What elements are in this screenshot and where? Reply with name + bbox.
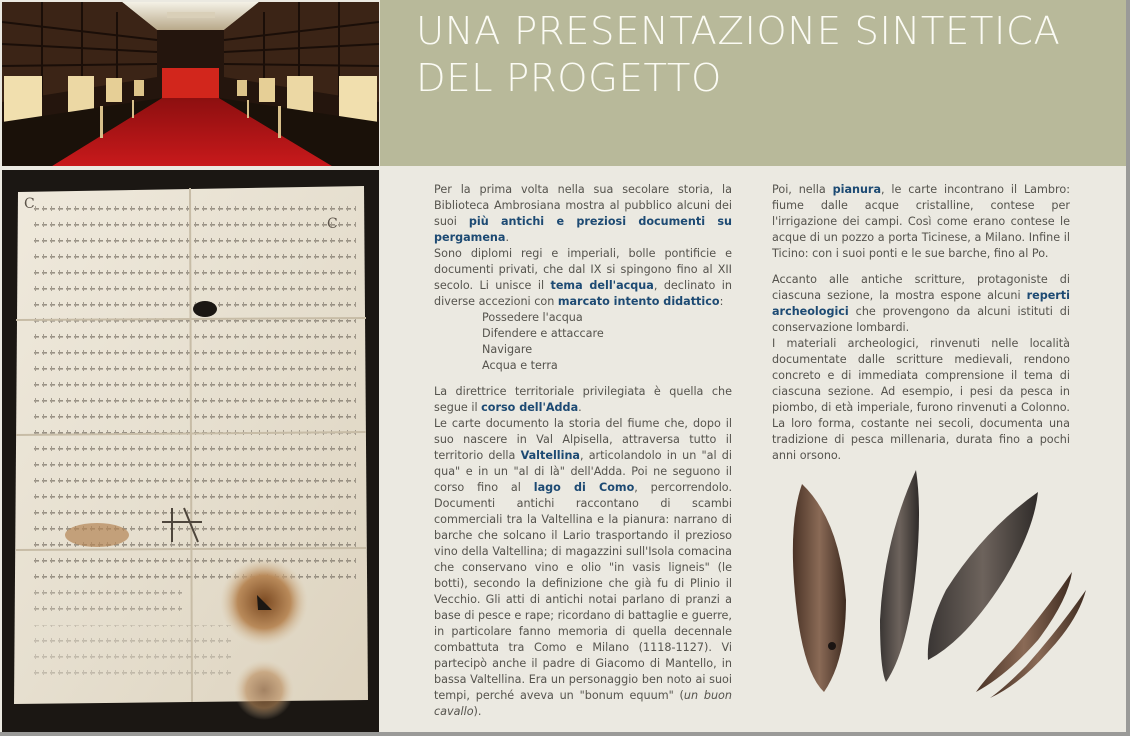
text-segment: Accanto alle antiche scritture, protagoniste di ciascuna sezione, la mostra espone alcuni <box>772 273 1070 302</box>
title-band <box>380 0 1126 166</box>
paragraph-documents <box>434 246 732 310</box>
text-segment: , articolandolo in un "al di qua" e in un "al di là" dell'Adda. Poi ne seguono il corso fino al <box>434 449 732 494</box>
svg-text:C: C <box>24 196 35 212</box>
text-segment: . <box>505 231 509 244</box>
italic-text: un buon cavallo <box>434 689 732 718</box>
page-edge-right <box>1126 0 1130 736</box>
lead-weights-image <box>776 470 1096 715</box>
title-line-1: UNA PRESENTAZIONE SINTETICA <box>416 9 1061 54</box>
list-item: Navigare <box>482 343 533 356</box>
page-edge-bottom <box>0 732 1130 736</box>
library-photo <box>2 2 379 166</box>
text-segment: , percorrendolo. Documenti antichi raccontano di scambi commerciali tra la Valtellina e la pianura: narrano di barche che solcano il Lario trasportando il prezioso vino della Valtellina; di magazzini sull'Isola comacina che conservano vino e olio "in vasis ligneis" (le botti), secondo la definizione che già fu di Plinio il Vecchio. Gli atti di antichi notai parlano di pranzi a base di pesce e rape; ricordano di battaglie e guerre, in particolare fanno memoria di quella decennale combattuta tra Como e Milano (1118-1127). Vi partecipò anche il padre di Giacomo di Mantello, in bassa Valtellina. Era un personaggio ben noto ai suoi tempi, perché aveva un "bonum equum" ( <box>434 481 733 702</box>
paragraph-adda <box>434 384 732 416</box>
paragraph-plain <box>772 182 1070 262</box>
list-item: Difendere e attaccare <box>482 327 604 340</box>
library-hall-image <box>2 2 379 166</box>
highlight-text: Valtellina <box>520 449 580 462</box>
highlight-text: pianura <box>832 183 881 196</box>
text-segment: , declinato in diverse accezioni con <box>434 279 732 308</box>
paragraph-intro <box>434 182 732 246</box>
highlight-text: corso dell'Adda <box>481 401 579 414</box>
svg-text:C: C <box>327 216 338 232</box>
parchment-photo <box>2 170 379 732</box>
text-segment: : <box>719 295 724 308</box>
highlight-text: tema dell'acqua <box>550 279 654 292</box>
spacer <box>434 374 732 384</box>
highlight-text: reperti archeologici <box>772 289 1070 318</box>
highlight-text: lago di Como <box>533 481 635 494</box>
spacer <box>772 262 1070 272</box>
paragraph-artifacts <box>772 272 1070 336</box>
text-segment: ). <box>473 705 482 718</box>
page-title <box>416 8 1060 102</box>
text-segment: La direttrice territoriale privilegiata è quella che segue il <box>434 385 732 414</box>
text-segment: Sono diplomi regi e imperiali, bolle pontificie e documenti privati, che dal IX si spingono fino al XII secolo. Li unisce il <box>434 247 732 292</box>
text-segment: Poi, nella <box>772 183 833 196</box>
text-column-left <box>434 182 732 720</box>
parchment-document-image <box>2 170 379 732</box>
list-item: Acqua e terra <box>482 359 558 372</box>
highlight-text: marcato intento didattico <box>557 295 720 308</box>
text-segment: Le carte documento la storia del fiume che, dopo il suo nascere in Val Alpisella, attraversa tutto il territorio della <box>434 417 732 462</box>
title-line-2: DEL PROGETTO <box>416 56 722 101</box>
highlight-text: più antichi e preziosi documenti su pergamena <box>434 215 732 244</box>
fishing-weights-photo <box>776 470 1096 715</box>
paragraph-river-history <box>434 416 732 720</box>
section-list <box>434 310 732 374</box>
text-column-right <box>772 182 1070 464</box>
text-segment: , le carte incontrano il Lambro: fiume dalle acque cristalline, contese per l'irrigazione dei campi. Così come erano contese le acque di un pozzo a porta Ticinese, a Milano. Infine il Ticino: con i suoi ponti e le sue barche, fino al Po. <box>772 183 1070 260</box>
text-segment: . <box>578 401 582 414</box>
list-item: Possedere l'acqua <box>482 311 583 324</box>
paragraph-materials: I materiali archeologici, rinvenuti nelle località documentate dalle scritture medievali, rendono concreto e di immediata comprensione il tema di ciascuna sezione. Ad esempio, i pesi da pesca in piombo, di età imperiale, furono rinvenuti a Colonno. La loro forma, costante nei secoli, documenta una tradizione di pesca millenaria, durata fino a pochi anni orsono. <box>772 337 1070 462</box>
text-segment: che provengono da alcuni istituti di conservazione lombardi. <box>772 305 1070 334</box>
text-segment: Per la prima volta nella sua secolare storia, la Biblioteca Ambrosiana mostra al pubblico alcuni dei suoi <box>434 183 732 228</box>
